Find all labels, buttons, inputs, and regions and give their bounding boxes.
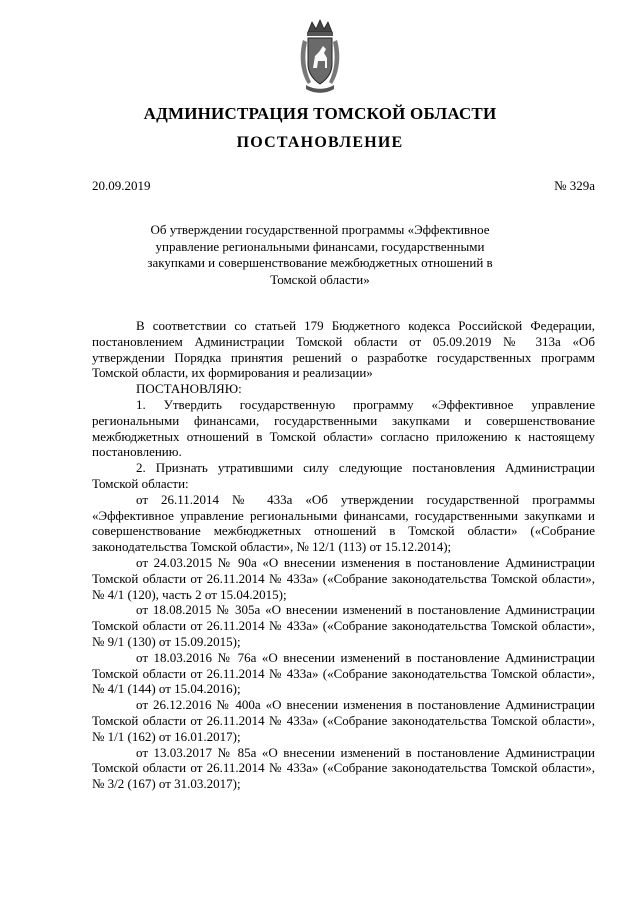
organization-title: АДМИНИСТРАЦИЯ ТОМСКОЙ ОБЛАСТИ (143, 104, 497, 123)
revoked-item: от 26.12.2016 № 400а «О внесении изменения в постановление Администрации Томской области от 26.11.2014 № 433а» («Собрание законодательства Томской области», № 1/1 (162) от 16.01.2017); (92, 697, 595, 744)
revoked-item: от 18.08.2015 № 305а «О внесении изменений в постановление Администрации Томской области от 26.11.2014 № 433а» («Собрание законодательства Томской области», № 9/1 (130) от 15.09.2015); (92, 602, 595, 649)
item-2-paragraph: 2. Признать утратившими силу следующие постановления Администрации Томской области: (92, 460, 595, 491)
revoked-item: от 13.03.2017 № 85а «О внесении изменений в постановление Администрации Томской области от 26.11.2014 № 433а» («Собрание законодательства Томской области», № 3/2 (167) от 31.03.2017); (92, 744, 595, 792)
revoked-item: от 18.03.2016 № 76а «О внесении изменений в постановление Администрации Томской области от 26.11.2014 № 433а» («Собрание законодательства Томской области», № 4/1 (144) от 15.04.2016); (92, 649, 595, 697)
document-number: № 329а (554, 178, 595, 193)
tomsk-coat-of-arms-icon (298, 18, 342, 96)
preamble-paragraph: В соответствии со статьей 179 Бюджетного кодекса Российской Федерации, постановлением Администрации Томской области от 05.09.2019 № 313а «Об утверждении Порядка принятия решений о разработке государственных программ Томской области, их формирования и реализации» (92, 318, 595, 381)
revoked-item: от 24.03.2015 № 90а «О внесении изменения в постановление Администрации Томской области от 26.11.2014 № 433а» («Собрание законодательства Томской области», № 4/1 (120), часть 2 от 15.04.2015); (92, 554, 595, 602)
revoked-item: от 26.11.2014 № 433а «Об утверждении государственной программы «Эффективное управление региональными финансами, государственными закупками и совершенствование межбюджетных отношений в Томской области» («Собрание законодательства Томской области», № 12/1 (113) от 15.12.2014); (92, 491, 595, 555)
document-type: ПОСТАНОВЛЕНИЕ (236, 134, 404, 151)
item-1-paragraph: 1. Утвердить государственную программу «Эффективное управление региональными финансами, государственными закупками и совершенствование межбюджетных отношений в Томской области» согласно приложению к настоящему постановлению. (92, 396, 595, 460)
document-body (92, 318, 595, 792)
resolve-line: ПОСТАНОВЛЯЮ: (136, 381, 242, 397)
document-subject: Об утверждении государственной программы «Эффективное управление региональными финансами, государственными закупками и совершенствование межбюджетных отношений в Томской области» (147, 222, 493, 287)
document-date: 20.09.2019 (92, 178, 151, 193)
